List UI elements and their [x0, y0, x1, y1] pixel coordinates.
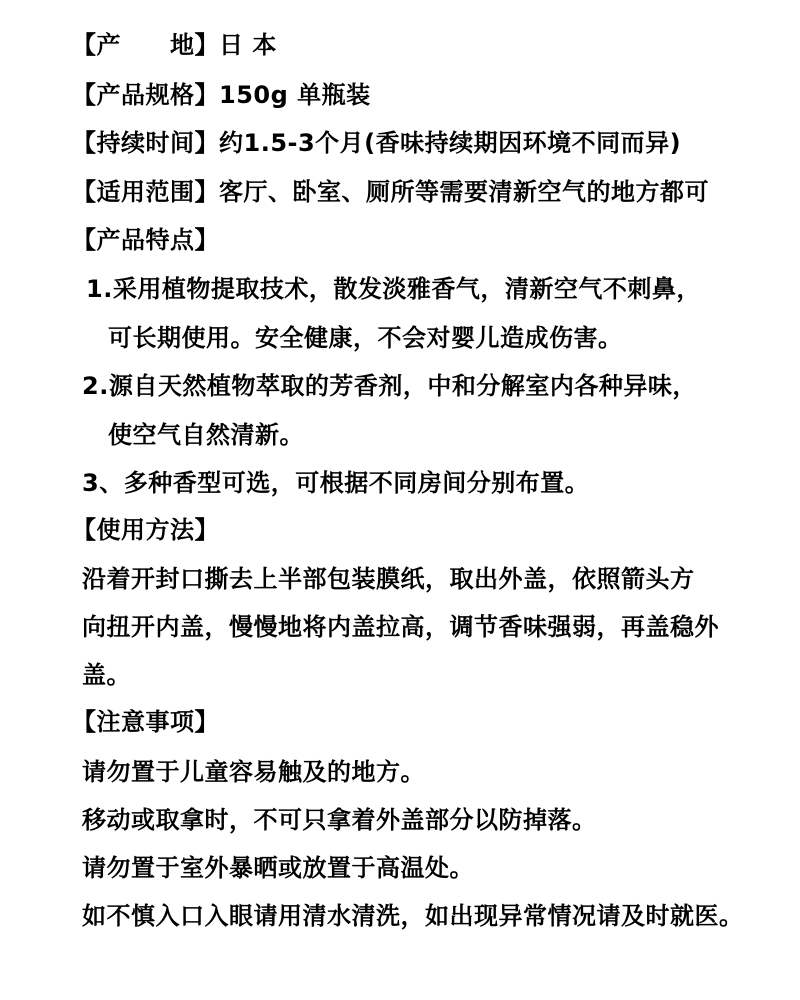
usage-line: 盖。 [82, 661, 131, 689]
scope-line: 【适用范围】客厅、卧室、厕所等需要清新空气的地方都可 [72, 178, 709, 206]
origin-line: 【产 地】日 本 [72, 31, 277, 59]
duration-line: 【持续时间】约1.5-3个月(香味持续期因环境不同而异) [72, 129, 682, 157]
feature-line: 3、多种香型可选，可根据不同房间分别布置。 [82, 469, 590, 497]
note-line: 移动或取拿时，不可只拿着外盖部分以防掉落。 [82, 806, 597, 834]
usage-line: 向扭开内盖，慢慢地将内盖拉高，调节香味强弱，再盖稳外 [82, 613, 719, 641]
features-heading: 【产品特点】 [72, 226, 219, 254]
feature-line: 2.源自天然植物萃取的芳香剂，中和分解室内各种异味， [82, 372, 697, 400]
feature-line: 可长期使用。安全健康，不会对婴儿造成伤害。 [108, 324, 623, 352]
usage-heading: 【使用方法】 [72, 516, 219, 544]
notes-heading: 【注意事项】 [72, 708, 219, 736]
note-line: 请勿置于儿童容易触及的地方。 [82, 758, 425, 786]
usage-line: 沿着开封口撕去上半部包装膜纸，取出外盖，依照箭头方 [82, 565, 695, 593]
spec-line: 【产品规格】150g 单瓶装 [72, 81, 371, 109]
note-line: 请勿置于室外暴晒或放置于高温处。 [82, 854, 474, 882]
feature-line: 使空气自然清新。 [108, 421, 304, 449]
feature-line: 1.采用植物提取技术，散发淡雅香气，清新空气不刺鼻， [86, 275, 701, 303]
note-line: 如不慎入口入眼请用清水清洗，如出现异常情况请及时就医。 [82, 902, 744, 930]
